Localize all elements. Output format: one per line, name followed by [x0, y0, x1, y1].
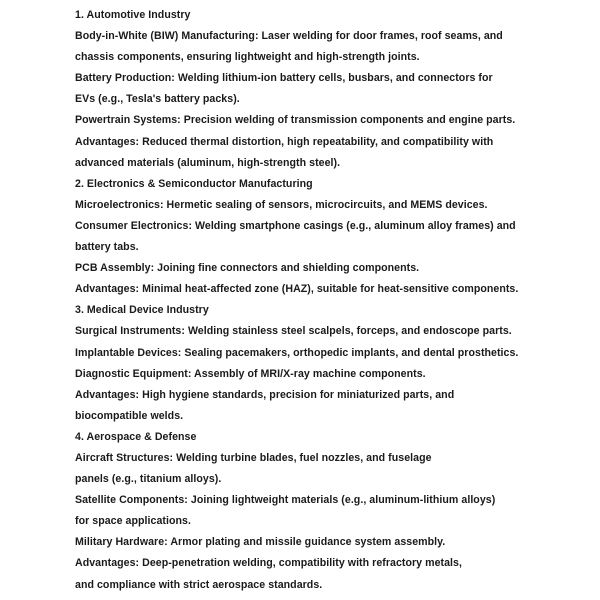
heading-electronics: 2. Electronics & Semiconductor Manufacturing [75, 177, 313, 190]
text-line: panels (e.g., titanium alloys). [75, 473, 222, 486]
text-line: Military Hardware: Armor plating and missile guidance system assembly. [75, 536, 446, 549]
text-line: Battery Production: Welding lithium-ion battery cells, busbars, and connectors for [75, 72, 493, 85]
text-line: Advantages: Deep-penetration welding, compatibility with refractory metals, [75, 557, 462, 570]
text-line: and compliance with strict aerospace standards. [75, 578, 323, 591]
text-line: biocompatible welds. [75, 409, 184, 422]
text-line: EVs (e.g., Tesla's battery packs). [75, 93, 240, 106]
text-line: advanced materials (aluminum, high-strength steel). [75, 156, 341, 169]
text-line: chassis components, ensuring lightweight and high-strength joints. [75, 51, 420, 64]
text-line: battery tabs. [75, 241, 139, 254]
text-line: Microelectronics: Hermetic sealing of sensors, microcircuits, and MEMS devices. [75, 198, 488, 211]
text-line: Implantable Devices: Sealing pacemakers, orthopedic implants, and dental prosthetics. [75, 346, 519, 359]
text-line: for space applications. [75, 515, 191, 528]
heading-medical: 3. Medical Device Industry [75, 304, 209, 317]
heading-aerospace: 4. Aerospace & Defense [75, 430, 197, 443]
text-line: Powertrain Systems: Precision welding of transmission components and engine parts. [75, 114, 516, 127]
text-line: Advantages: Minimal heat-affected zone (HAZ), suitable for heat-sensitive components. [75, 283, 519, 296]
text-line: Consumer Electronics: Welding smartphone casings (e.g., aluminum alloy frames) and [75, 219, 516, 232]
text-line: Advantages: Reduced thermal distortion, high repeatability, and compatibility with [75, 135, 494, 148]
text-line: Surgical Instruments: Welding stainless steel scalpels, forceps, and endoscope parts. [75, 325, 512, 338]
text-line: Diagnostic Equipment: Assembly of MRI/X-ray machine components. [75, 367, 426, 380]
text-line: Body-in-White (BIW) Manufacturing: Laser welding for door frames, roof seams, and [75, 30, 503, 43]
heading-automotive: 1. Automotive Industry [75, 9, 191, 21]
document-body [75, 5, 595, 596]
text-line: Aircraft Structures: Welding turbine blades, fuel nozzles, and fuselage [75, 451, 432, 464]
text-line: Advantages: High hygiene standards, precision for miniaturized parts, and [75, 388, 455, 401]
text-line: PCB Assembly: Joining fine connectors and shielding components. [75, 262, 420, 275]
text-line: Satellite Components: Joining lightweight materials (e.g., aluminum-lithium alloys) [75, 494, 496, 507]
